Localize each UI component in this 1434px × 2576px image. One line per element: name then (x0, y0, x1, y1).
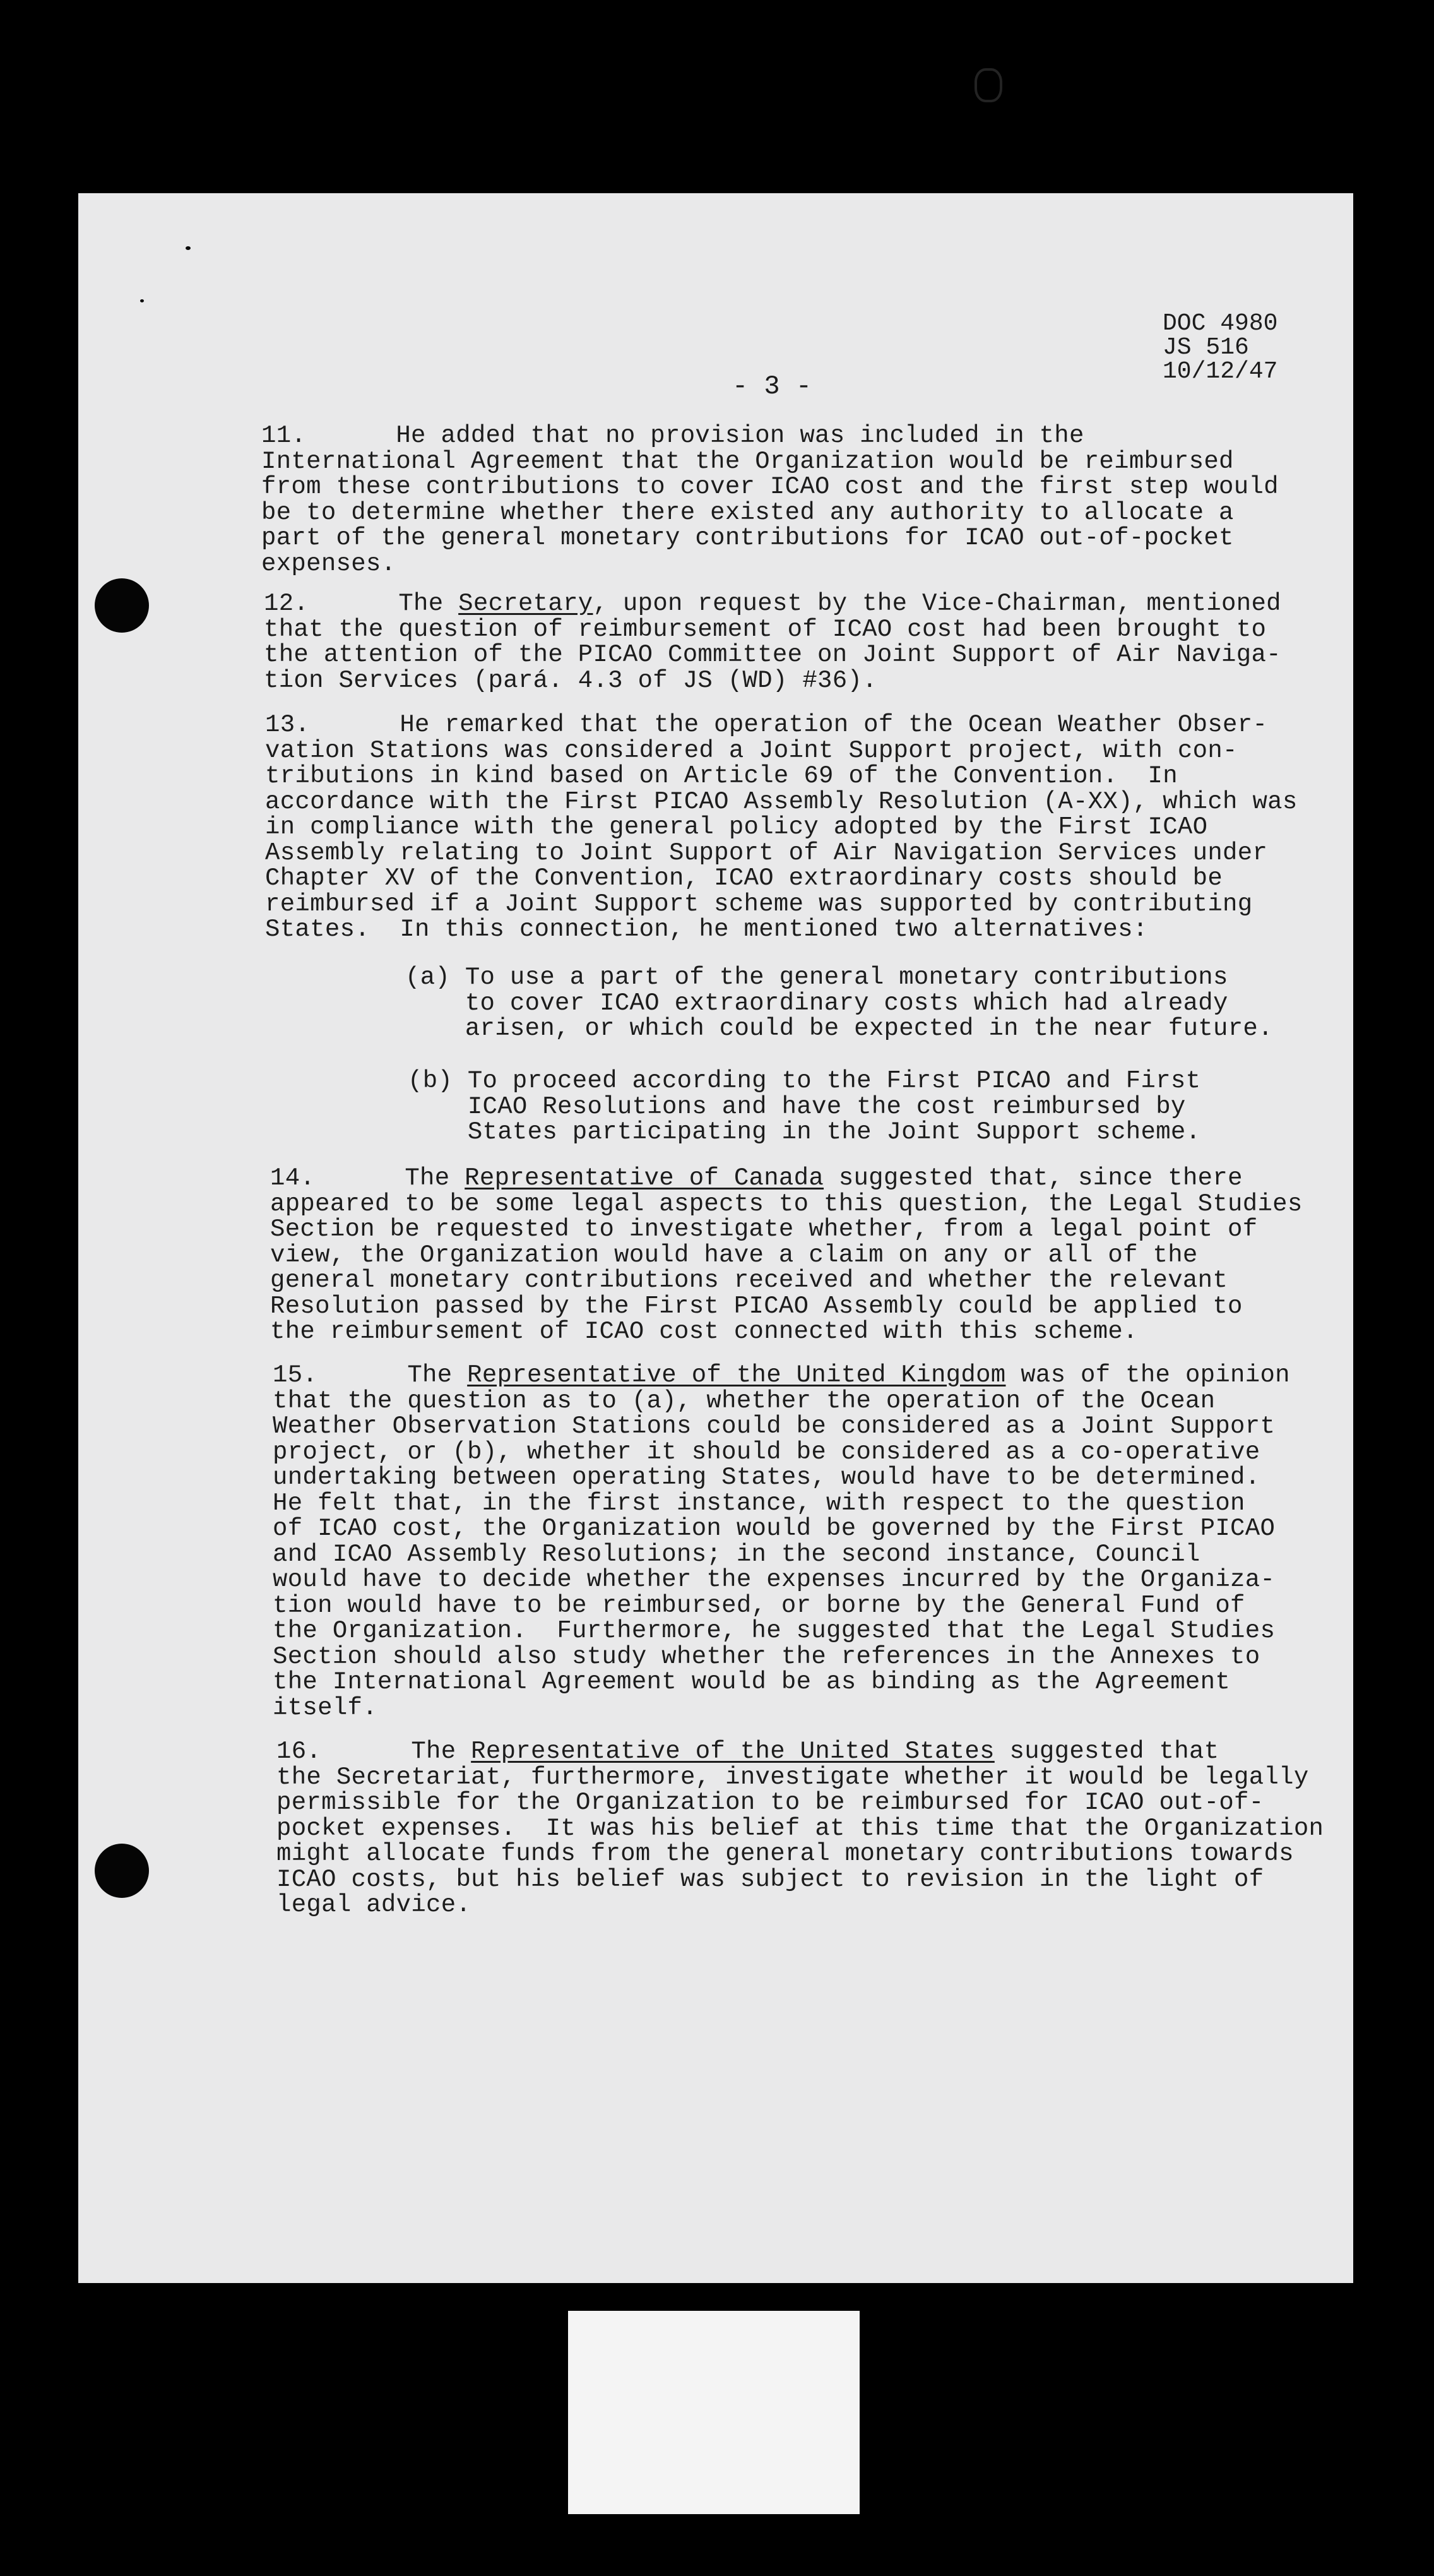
text-line: part of the general monetary contributions for ICAO out-of-pocket (261, 524, 1234, 552)
js-number: JS 516 (1163, 334, 1249, 361)
para-lead: 15. The (273, 1361, 468, 1389)
punch-hole-top (95, 578, 149, 633)
document-reference (1163, 312, 1277, 384)
para-lead: 14. The (270, 1164, 465, 1192)
para-lead-rest: suggested that, since there (824, 1164, 1243, 1192)
alternative-a (405, 965, 1273, 1042)
text-line: general monetary contributions received and whether the relevant (270, 1267, 1228, 1294)
para-lead: 12. The (264, 590, 459, 617)
text-line: States. In this connection, he mentioned two alternatives: (265, 915, 1148, 943)
text-line: arisen, or which could be expected in the near future. (405, 1015, 1273, 1042)
text-line: Chapter XV of the Convention, ICAO extraordinary costs should be (265, 864, 1223, 892)
text-line (270, 1166, 1303, 1191)
text-line: tributions in kind based on Article 69 of the Convention. In (265, 762, 1178, 790)
para-lead: 16. The (276, 1738, 471, 1765)
text-line: tion Services (pará. 4.3 of JS (WD) #36). (264, 666, 877, 695)
paragraph-15 (273, 1363, 1290, 1720)
text-line: the Secretariat, furthermore, investigate whether it would be legally (276, 1763, 1309, 1791)
text-line: expenses. (261, 549, 396, 578)
para-lead-rest: was of the opinion (1005, 1361, 1290, 1389)
text-line: the International Agreement would be as binding as the Agreement (273, 1668, 1231, 1696)
page-number: - 3 - (732, 371, 812, 402)
speaker-name: Representative of the United Kingdom (467, 1361, 1006, 1389)
text-line: be to determine whether there existed any authority to allocate a (261, 498, 1234, 527)
text-line: of ICAO cost, the Organization would be governed by the First PICAO (273, 1515, 1276, 1542)
doc-date: 10/12/47 (1163, 358, 1278, 385)
para-lead-rest: suggested that (994, 1738, 1219, 1765)
text-line: that the question of reimbursement of ICAO cost had been brought to (264, 615, 1267, 643)
text-line: Section be requested to investigate whether, from a legal point of (270, 1215, 1258, 1243)
text-line: Resolution passed by the First PICAO Assembly could be applied to (270, 1292, 1243, 1320)
text-line (264, 591, 1281, 617)
text-line: ICAO Resolutions and have the cost reimbursed by (408, 1092, 1186, 1121)
text-line: in compliance with the general policy adopted by the First ICAO (265, 813, 1208, 841)
text-line: that the question as to (a), whether the operation of the Ocean (273, 1386, 1216, 1415)
blank-label-card (568, 2311, 860, 2514)
text-line: project, or (b), whether it should be considered as a co-operative (273, 1438, 1260, 1466)
text-line: legal advice. (276, 1891, 471, 1919)
text-line: the attention of the PICAO Committee on Joint Support of Air Naviga- (264, 641, 1281, 669)
text-line (273, 1363, 1290, 1388)
ink-speck (140, 299, 144, 302)
text-line: tion would have to be reimbursed, or borne by the General Fund of (273, 1591, 1245, 1619)
text-line: would have to decide whether the expenses incurred by the Organiza- (273, 1566, 1276, 1594)
punch-hole-bottom (95, 1844, 149, 1898)
speaker-name: Representative of Canada (465, 1164, 824, 1192)
text-line: pocket expenses. It was his belief at this time that the Organization (276, 1814, 1324, 1842)
text-line: might allocate funds from the general monetary contributions towards (276, 1840, 1294, 1868)
text-line: and ICAO Assembly Resolutions; in the second instance, Council (273, 1540, 1200, 1568)
paragraph-14 (270, 1166, 1303, 1345)
speaker-name: Secretary (458, 590, 593, 617)
text-line: the Organization. Furthermore, he suggested that the Legal Studies (273, 1617, 1276, 1645)
paragraph-13 (265, 712, 1298, 943)
text-line: reimbursed if a Joint Support scheme was supported by contributing (265, 890, 1253, 918)
text-line: 13. He remarked that the operation of the Ocean Weather Obser- (265, 711, 1268, 739)
speaker-name: Representative of the United States (471, 1738, 995, 1765)
text-line: Assembly relating to Joint Support of Air Navigation Services under (265, 838, 1268, 867)
text-line: permissible for the Organization to be reimbursed for ICAO out-of- (276, 1789, 1264, 1816)
text-line: He felt that, in the first instance, with respect to the question (273, 1489, 1245, 1517)
text-line: to cover ICAO extraordinary costs which had already (405, 989, 1228, 1017)
text-line: accordance with the First PICAO Assembly Resolution (A-XX), which was (265, 787, 1298, 816)
text-line: appeared to be some legal aspects to this question, the Legal Studies (270, 1190, 1303, 1218)
text-line: (a) To use a part of the general monetary contributions (405, 963, 1228, 991)
text-line: Section should also study whether the references in the Annexes to (273, 1642, 1260, 1671)
paragraph-16 (276, 1739, 1324, 1918)
text-line: itself. (273, 1693, 377, 1722)
corner-smudge (975, 68, 1002, 102)
text-line: 11. He added that no provision was included in the (261, 422, 1084, 450)
ink-speck (186, 246, 191, 250)
text-line: view, the Organization would have a claim on any or all of the (270, 1241, 1198, 1269)
paragraph-12 (264, 591, 1281, 693)
text-line: vation Stations was considered a Joint Support project, with con- (265, 736, 1238, 765)
text-line (276, 1739, 1324, 1765)
text-line: States participating in the Joint Support scheme. (408, 1118, 1201, 1146)
text-line: ICAO costs, but his belief was subject to revision in the light of (276, 1865, 1264, 1893)
text-line: (b) To proceed according to the First PICAO and First (408, 1067, 1201, 1095)
text-line: undertaking between operating States, would have to be determined. (273, 1464, 1260, 1491)
doc-number: DOC 4980 (1163, 310, 1278, 337)
text-line: from these contributions to cover ICAO cost and the first step would (261, 473, 1279, 501)
alternative-b (408, 1068, 1200, 1145)
para-lead-rest: , upon request by the Vice-Chairman, mentioned (593, 590, 1281, 617)
text-line: International Agreement that the Organization would be reimbursed (261, 447, 1234, 475)
text-line: Weather Observation Stations could be considered as a Joint Support (273, 1412, 1276, 1440)
paragraph-11 (261, 423, 1279, 576)
text-line: the reimbursement of ICAO cost connected with this scheme. (270, 1318, 1138, 1345)
